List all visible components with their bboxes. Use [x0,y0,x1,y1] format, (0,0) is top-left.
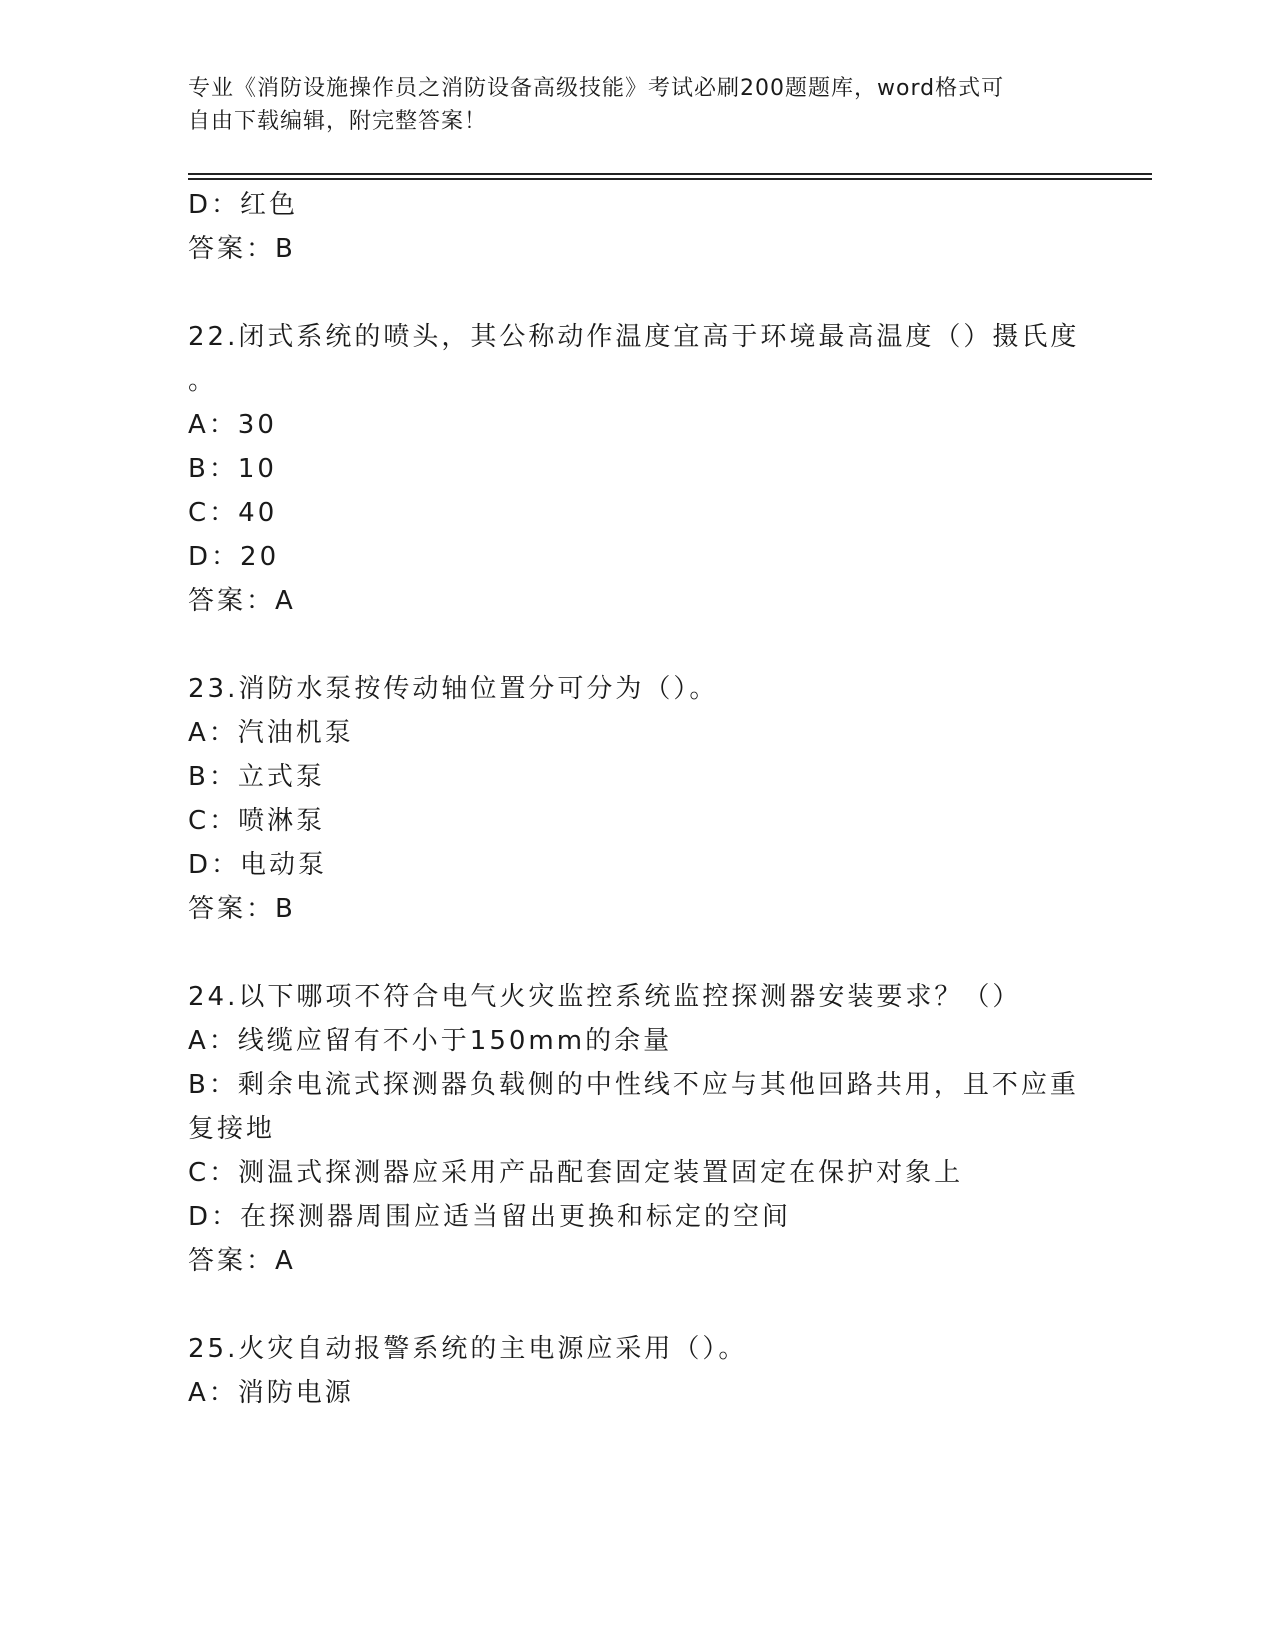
q23-option-b: B：立式泵 [188,762,325,792]
document-header [188,72,1088,138]
q24-option-b-continued: 复接地 [188,1114,276,1144]
q23-answer: 答案：B [188,894,296,924]
q23-option-d: D：电动泵 [188,850,328,880]
q22-option-b: B：10 [188,454,277,484]
q24-answer: 答案：A [188,1246,296,1276]
q23-option-a: A：汽油机泵 [188,718,354,748]
header-divider-top [188,173,1152,175]
q21-option-d: D：红色 [188,190,299,220]
q22-option-a: A：30 [188,410,277,440]
q23-option-c: C：喷淋泵 [188,806,326,836]
q21-answer: 答案：B [188,234,296,264]
q24-option-d: D：在探测器周围应适当留出更换和标定的空间 [188,1202,792,1232]
q22-stem: 22.闭式系统的喷头，其公称动作温度宜高于环境最高温度（）摄氏度 [188,322,1080,352]
q25-stem: 25.火灾自动报警系统的主电源应采用（）。 [188,1334,748,1364]
q24-option-a: A：线缆应留有不小于150mm的余量 [188,1026,673,1056]
q22-stem-continued: 。 [188,366,218,396]
q22-option-d: D：20 [188,542,280,572]
q24-stem: 24.以下哪项不符合电气火灾监控系统监控探测器安装要求？（） [188,982,1022,1012]
header-title-line-1: 专业《消防设施操作员之消防设备高级技能》考试必刷200题题库，word格式可 [188,76,1005,101]
q23-stem: 23.消防水泵按传动轴位置分可分为（）。 [188,674,719,704]
q22-option-c: C：40 [188,498,278,528]
q24-option-c: C：测温式探测器应采用产品配套固定装置固定在保护对象上 [188,1158,964,1188]
q24-option-b: B：剩余电流式探测器负载侧的中性线不应与其他回路共用，且不应重 [188,1070,1079,1100]
header-title-line-2: 自由下载编辑，附完整答案！ [188,109,488,134]
q22-answer: 答案：A [188,586,296,616]
q25-option-a: A：消防电源 [188,1378,354,1408]
header-divider-bottom [188,178,1152,180]
